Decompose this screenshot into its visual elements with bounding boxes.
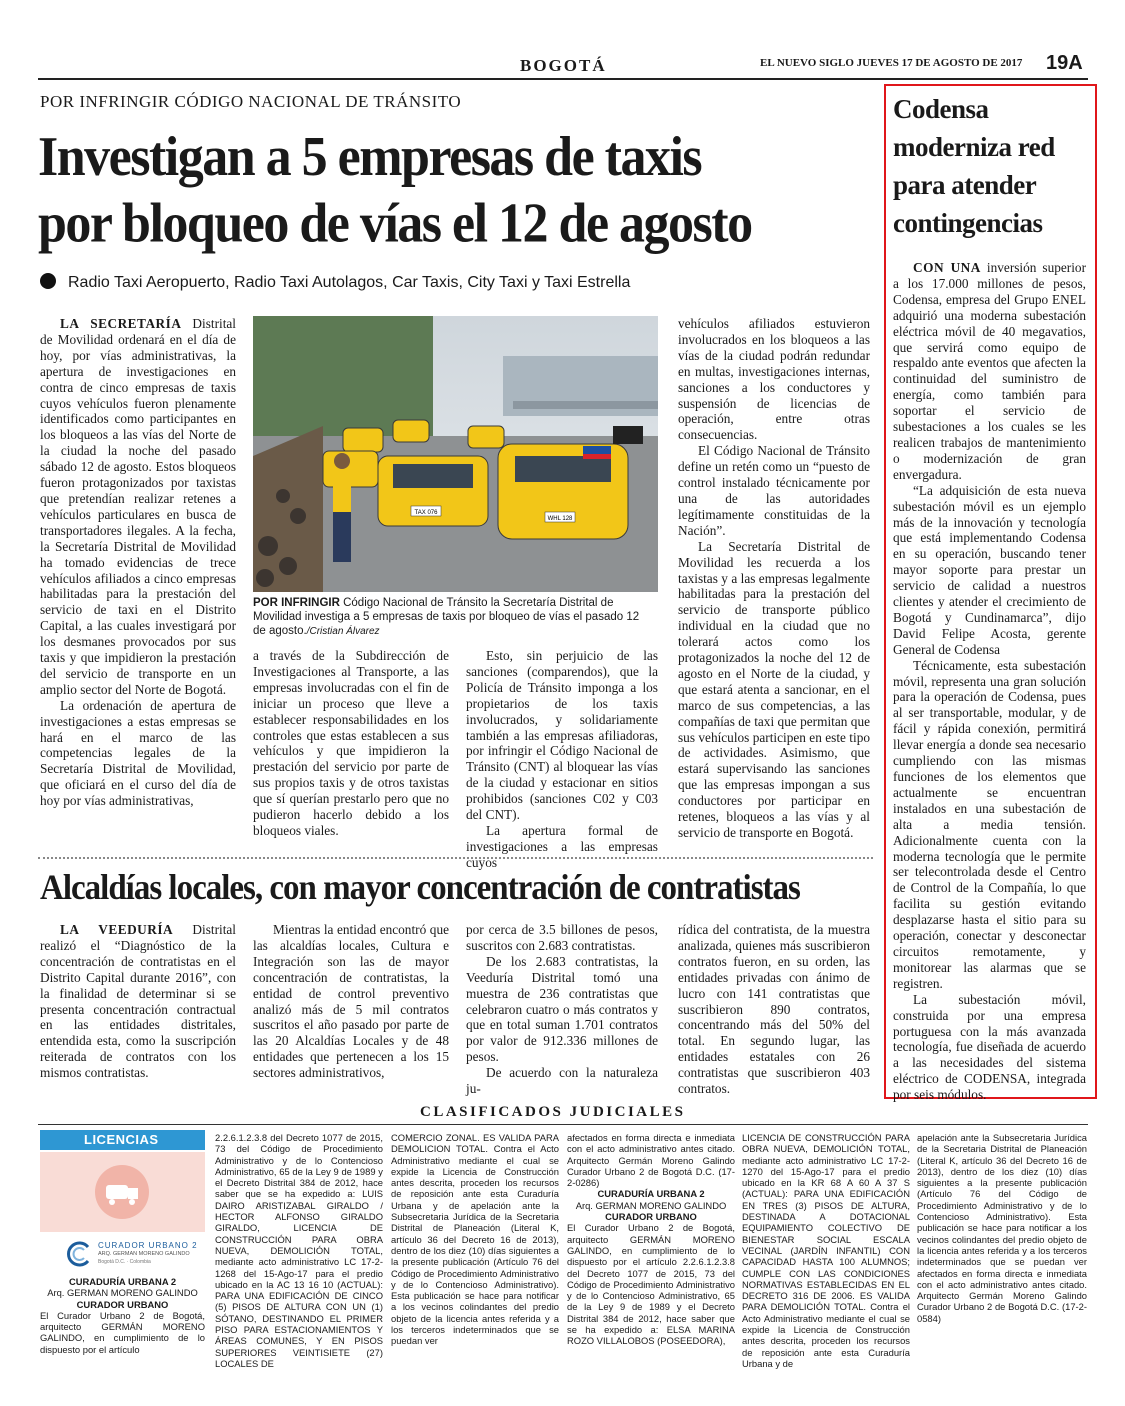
classified-text: COMERCIO ZONAL. ES VALIDA PARA DEMOLICION TOTAL. Contra el Acto Administrativo mediante el cual se expide la Licencia de Construcción antes descrita, proceden los recursos de reposición ante esta Curaduría Urbana y de apelación ante la Subsecretaria Jurídica de la Secretaria Distrital de Planeación (Literal K, artículo 36 del Decreto 16 de 2013), dentro de los diez (10) días siguientes a la presente publicación (Artículo 76 del Código de Procedimiento Administrativo y de lo Contencioso Administrativo). Esta publicación se hace para notificar a los vecinos colindantes del predio objeto de la licencia antes referida y a los terceros indeterminados que se puedan ver	[391, 1132, 559, 1347]
classified-text: afectados en forma directa e inmediata con el acto administrativo antes citado. Arquitecto Germán Moreno Galindo Curador Urbano 2 de Bogotá D.C. (17-2-0286)	[567, 1132, 735, 1189]
column-paragraph: Mientras la entidad encontró que las alcaldías locales, Cultura e Integración son las de mayor concentración de contratistas, la entidad de control preventivo analizó más de 5 mil contratos suscritos el año pasado por parte de las 20 Alcaldías Locales y de 48 entidades que pertenecen a los 15 sectores administrativos,	[253, 922, 449, 1081]
classified-text: apelación ante la Subsecretaria Jurídica de la Secretaria Distrital de Planeación (Literal K, artículo 36 del Decreto 16 de 2013), dentro de los diez (10) días siguientes a la presente publicación (Artículo 76 del Código de Procedimiento Administrativo y de lo Contencioso Administrativo). Esta publicación se hace para notificar a los vecinos colindantes del predio objeto de la licencia antes referida y a los terceros indeterminados que se puedan ver afectados en forma directa e inmediata con el acto administrativo antes citado. Arquitecto Germán Moreno Galindo Curador Urbano 2 de Bogotá D.C. (17-2-0584)	[917, 1132, 1087, 1324]
photo-illustration	[253, 316, 658, 592]
logo-sub: ARQ. GERMAN MORENO GALINDO	[98, 1251, 190, 1257]
column-paragraph: El Código Nacional de Tránsito define un retén como un “puesto de control instalado técnicamente por una de las autoridades legítimamente constituidas de la Nación”.	[678, 443, 870, 538]
curador-logo-icon	[64, 1239, 94, 1269]
sidebar-body	[893, 260, 1086, 1103]
article-column-1	[40, 316, 236, 809]
classifieds-rule	[38, 1124, 1088, 1125]
article-2-column-2	[253, 922, 449, 1081]
header-rule	[38, 78, 1088, 80]
article-2-column-1	[40, 922, 236, 1081]
classified-column-1	[40, 1276, 205, 1355]
section-label: BOGOTÁ	[520, 56, 607, 75]
classified-column-6	[917, 1132, 1087, 1324]
column-paragraph: a través de la Subdirección de Investigaciones al Transporte, a las empresas involucradas con el fin de iniciar un proceso que lleve a establecer responsabilidades en los controles que estas establecen a sus vehículos y que impidieron la prestación del servicio por parte de sus propios taxis y de otros taxistas que sí querían prestarlo pero que no pudieron hacerlo debido a los bloqueos viales.	[253, 648, 449, 838]
classified-heading: CURADURÍA URBANA 2	[68, 1276, 177, 1287]
caption-lead: POR INFRINGIR	[253, 597, 340, 609]
plate-text-1: TAX 076	[414, 510, 438, 516]
cement-truck-icon	[40, 1152, 205, 1232]
headline-line-2: por bloqueo de vías el 12 de agosto	[38, 193, 752, 255]
classified-heading: CURADOR URBANO	[76, 1298, 169, 1310]
classifieds-title: CLASIFICADOS JUDICIALES	[420, 1104, 686, 1120]
plate-text-2: WHL 128	[547, 516, 573, 522]
caption-text: Código Nacional de Tránsito la Secretaría Distrital de Movilidad investiga a 5 empresas de taxis por bloqueo de vías el pasado 12 de agosto.	[253, 597, 640, 637]
article-column-2	[253, 648, 449, 839]
column-paragraph: La Secretaría Distrital de Movilidad les recuerda a los taxistas y a las empresas legalmente habilitadas para la prestación del servicio de transporte público individual en la ciudad que no tolerará actos como los protagonizados la noche del 12 de agosto en el Norte de la ciudad, y que estará atenta a sancionar, en el marco de sus competencias, a las compañías de taxi que permitan que sus vehículos participen en este tipo de actividades. Asimismo, que estará supervisando las sanciones que las empresas impongan a sus conductores por participar en retenes, bloqueos a las vías y al servicio de transporte en Bogotá.	[678, 538, 870, 840]
section-divider	[38, 857, 873, 859]
column-text: Distrital realizó el “Diagnóstico de la concentración de contratistas en el Distrito Capital durante 2016”, con la finalidad de determinar si se presenta concentración contractual en las entidades distritales, entendida esta, como la suscripción reiterada de contratos con los mismos contratistas.	[40, 922, 237, 1081]
photo-credit: /Cristian Álvarez	[306, 626, 380, 637]
headline-line-1: Investigan a 5 empresas de taxis	[38, 126, 702, 188]
article-subhead	[40, 273, 630, 292]
classified-heading: CURADURÍA URBANA 2	[597, 1188, 705, 1200]
column-paragraph: La ordenación de apertura de investigaciones a estas empresas se hará en el marco de las competencias legales de la Secretaría Distrital de Movilidad, que oficiará en el curso del día de hoy por vías administrativas,	[40, 697, 236, 809]
classified-text: 2.2.6.1.2.3.8 del Decreto 1077 de 2015, 73 del Código de Procedimiento Administrativo y de lo Contencioso Administrativo, 65 de la Ley 9 de 1989 y el Decreto Distrital 384 de 2012, hace saber que se ha expedido a: LUIS DAIRO ARISTIZABAL GIRALDO / HECTOR ALFONSO GIRALDO GIRALDO, LICENCIA DE CONSTRUCCIÓN PARA OBRA NUEVA, DEMOLICIÓN TOTAL, mediante acto administrativo LC 17-2-1268 del 15-Ago-17 para el predio ubicado en la AC 13 16 10 (ACTUAL): PARA UNA EDIFICACIÓN DE CINCO (5) PISOS DE ALTURA CON UN (1) SÓTANO, DESTINANDO EL PRIMER PISO PARA ESTACIONAMIENTOS Y ÁREAS COMUNES, Y EN PISOS SUPERIORES VEINTISIETE (27) LOCALES DE	[215, 1132, 383, 1369]
classified-text: LICENCIA DE CONSTRUCCIÓN PARA OBRA NUEVA, DEMOLICIÓN TOTAL, mediante acto administrativo LC 17-2-1270 del 15-Ago-17 para el predio ubicado en la KR 68 A 60 A 37 S (ACTUAL): PARA UNA EDIFICACIÓN EN TRES (3) PISOS DE ALTURA, DESTINADA A DOTACIONAL EQUIPAMIENTO COLECTIVO DE BIENESTAR SOCIAL ESCALA VECINAL (JARDÍN INFANTIL) CON CAPACIDAD HASTA 100 ALUMNOS; CUMPLE CON LAS CONDICIONES NORMATIVAS ESTABLECIDAS EN EL DECRETO 316 DE 2006. ES VALIDA PARA DEMOLICIÓN TOTAL. Contra el Acto Administrativo mediante el cual se expide la Licencia de Construcción antes descrita, proceden los recursos de reposición ante esta Curaduría Urbana y de	[742, 1132, 910, 1369]
classified-heading: Arq. GERMAN MORENO GALINDO	[47, 1287, 198, 1299]
logo-name: CURADOR URBANO 2	[98, 1241, 198, 1250]
taxi-protest-photo	[253, 316, 658, 592]
column-paragraph: La apertura formal de investigaciones a las empresas cuyos	[466, 822, 658, 870]
article-kicker: POR INFRINGIR CÓDIGO NACIONAL DE TRÁNSITO	[40, 92, 462, 111]
article-2-column-3	[466, 922, 658, 1097]
column-paragraph: De los 2.683 contratistas, la Veeduría Distrital tomó una muestra de 236 contratistas que celebraron cuatro o más contratos y que en total suman 1.701 contratos por valor de 912.336 millones de pesos.	[466, 953, 658, 1065]
curador-logo	[40, 1237, 205, 1271]
column-text: Distrital de Movilidad ordenará en el día de hoy, por vías administrativas, la apertura de investigaciones en contra de cinco empresas de taxis cuyos vehículos fueron plenamente identificados como participantes en los bloqueos a las vías del Norte de la ciudad la noche del pasado sábado 12 de agosto. Estos bloqueos fueron protagonizados por taxistas que pretendían realizar retenes a vehículos particulares en busca de transportadores ilegales. A la fecha, la Secretaría Distrital de Movilidad ha tomado evidencias de trece vehículos afiliados a cinco empresas habilitadas para la prestación del servicio de taxi en el Distrito Capital, a las cuales investigará por los desmanes provocados por sus taxis y que impidieron la prestación del servicio de transporte en un amplio sector del Norte de Bogotá.	[40, 316, 236, 697]
column-paragraph: rídica del contratista, de la muestra analizada, quienes más suscribieron contratos fueron, en su orden, las entidades privadas con ánimo de lucro con 141 contratistas que suscribieron 890 contratos, concentrando más del 50% del total. En segundo lugar, las entidades estatales con 26 contratistas que suscribieron 403 contratos.	[678, 922, 870, 1097]
licencias-header: LICENCIAS	[40, 1130, 205, 1150]
lead-in: LA VEEDURÍA	[60, 922, 174, 937]
masthead-date: EL NUEVO SIGLO JUEVES 17 DE AGOSTO DE 2017	[760, 57, 1023, 69]
article-2-headline: Alcaldías locales, con mayor concentración de contratistas	[40, 868, 800, 908]
bullet-icon	[40, 273, 56, 289]
classified-heading: CURADOR URBANO	[605, 1211, 697, 1223]
lead-in: LA SECRETARÍA	[60, 316, 182, 331]
lead-in: CON UNA	[913, 260, 981, 275]
article-headline	[38, 124, 878, 258]
classified-column-4	[567, 1132, 735, 1347]
classified-heading: Arq. GERMAN MORENO GALINDO	[575, 1199, 727, 1211]
article-column-3	[466, 648, 658, 871]
classified-column-5	[742, 1132, 910, 1369]
logo-city: Bogotá D.C. · Colombia	[98, 1259, 151, 1265]
article-2-column-4	[678, 922, 870, 1097]
column-paragraph: Esto, sin perjuicio de las sanciones (comparendos), que la Policía de Tránsito imponga a los propietarios de los taxis involucrados, y solidariamente también a las empresas afiliadoras, por infringir el Código Nacional de Tránsito (CNT) al bloquear las vías de la ciudad y estacionar en sitios prohibidos (sanciones C02 y C03 del CNT).	[466, 648, 658, 823]
licencias-banner	[40, 1152, 205, 1232]
article-column-4	[678, 316, 870, 841]
classified-text: El Curador Urbano 2 de Bogotá, arquitecto GERMÁN MORENO GALINDO, en cumplimiento de lo dispuesto por el artículo 2.2.6.1.2.3.8 del Decreto 1077 de 2015, 73 del Código de Procedimiento Administrativo y de lo Contencioso Administrativo, 65 de la Ley 9 de 1989 y el Decreto Distrital 384 de 2012, hace saber que se ha expedido a: ELSA MARINA ROZO VILLALOBOS (POSEEDORA),	[567, 1222, 735, 1347]
column-paragraph: por cerca de 3.5 billones de pesos, suscritos con 2.683 contratistas.	[466, 922, 658, 953]
column-paragraph: La subestación móvil, construida por una empresa portuguesa con la más avanzada tecnología, fue diseñada de acuerdo a las necesidades del sistema eléctrico de CODENSA, integrada por seis módulos.	[893, 991, 1086, 1103]
classified-column-2	[215, 1132, 383, 1369]
column-paragraph: “La adquisición de esta nueva subestación móvil es un ejemplo más de la innovación y tecnología que está implementando Codensa en su operación, buscando tener mayor soporte para prestar un servicio de calidad a nuestros clientes y atender el crecimiento de Bogotá y Cundinamarca”, dijo David Felipe Acosta, gerente General de Codensa	[893, 482, 1086, 657]
classified-text: El Curador Urbano 2 de Bogotá, arquitecto GERMÁN MORENO GALINDO, en cumplimiento de lo dispuesto por el artículo	[40, 1309, 205, 1355]
subhead-text: Radio Taxi Aeropuerto, Radio Taxi Autolagos, Car Taxis, City Taxi y Taxi Estrella	[68, 274, 631, 291]
classified-column-3	[391, 1132, 559, 1347]
column-paragraph: Técnicamente, esta subestación móvil, representa una gran solución para la operación de Codensa, pues al ser transportable, modular, y de fácil y rápida conexión, permitirá llevar energía a donde sea necesario cumpliendo con las mismas funciones de los elementos que actualmente se encuentran instalados en una subestación de alta a media tensión. Adicionalmente cuenta con la moderna tecnología que le permite ser telecontrolada desde el Centro de Control de la Compañía, lo que facilita su gestión evitando desplazarse hasta el sitio para su operación, conectar y desconectar circuitos remotamente, y monitorear las alarmas que se registren.	[893, 657, 1086, 991]
page-number: 19A	[1046, 52, 1083, 74]
photo-caption	[253, 596, 653, 639]
sidebar-title: Codensa moderniza red para atender contingencias	[893, 94, 1055, 238]
column-paragraph: De acuerdo con la naturaleza ju-	[466, 1065, 658, 1097]
column-text: inversión superior a los 17.000 millones de pesos, Codensa, empresa del Grupo ENEL adquirió una moderna subestación eléctrica móvil de 40 megavatios, que servirá como equipo de respaldo ante eventos que afecten la continuidad del suministro de energía, como también para soportar el servicio de subestaciones a los cuales se les realicen trabajos de mantenimiento o modernización de gran envergadura.	[893, 260, 1087, 482]
column-paragraph: vehículos afiliados estuvieron involucrados en los bloqueos a las vías de la ciudad podrán redundar en multas, investigaciones internas, sanciones a los conductores y suspensión de licencias de operación, entre otras consecuencias.	[678, 316, 870, 443]
